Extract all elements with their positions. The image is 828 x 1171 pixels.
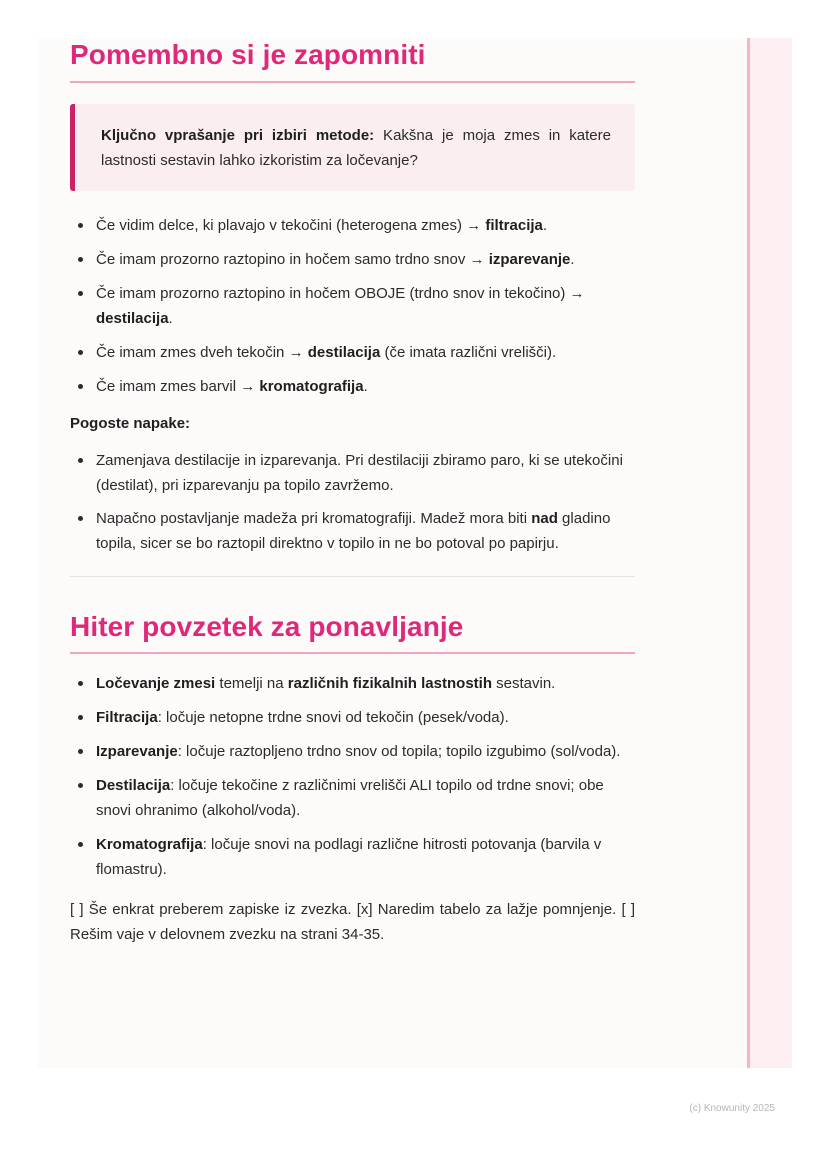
list-item [70,340,635,365]
list-item [70,281,635,331]
item-bold: Izparevanje [96,743,178,761]
list-item [70,374,635,399]
item-bold: kromatografija [259,377,364,395]
callout-text: Kakšna je moja zmes in katere lastnosti sestavin lahko izkoristim za ločevanje? [101,126,611,169]
item-text: . [570,250,575,268]
item-text: Če vidim delce, ki plavajo v tekočini (heterogena zmes) → [96,216,486,234]
item-bold: destilacija [96,309,169,327]
content [70,38,635,947]
list-item [70,448,635,498]
callout-label: Ključno vprašanje pri izbiri metode: [101,126,375,144]
item-text: (če imata različni vrelišči). [380,343,557,361]
list-item [70,773,635,823]
mistakes-list [70,448,635,556]
item-text: : ločuje raztopljeno trdno snov od topila; topilo izgubimo (sol/voda). [177,743,621,761]
item-bold: nad [531,509,558,527]
list-item [70,832,635,882]
item-bold: Ločevanje zmesi [96,675,216,693]
key-question-callout [70,104,635,191]
margin-line [747,38,750,1068]
mistakes-heading: Pogoste napake: [70,414,191,432]
copyright-footer: (c) Knowunity 2025 [689,1103,775,1114]
item-text: : ločuje snovi na podlagi različne hitrosti potovanja (barvila v flomastru). [96,836,602,879]
list-item [70,506,635,556]
item-bold: filtracija [485,216,543,234]
heading-rule [70,81,635,83]
margin-band [748,38,792,1068]
method-choice-list [70,213,635,399]
list-item [70,213,635,238]
item-text: . [363,377,368,395]
item-bold: izparevanje [488,250,571,268]
section-title-important: Pomembno si je zapomniti [70,39,426,70]
item-text: Če imam zmes barvil → [96,377,260,395]
item-text: Napačno postavljanje madeža pri kromatografiji. Madež mora biti [96,509,532,527]
section-title-summary: Hiter povzetek za ponavljanje [70,610,464,642]
item-bold: Destilacija [96,777,171,795]
heading-rule [70,652,635,654]
section-divider [70,576,635,577]
item-bold: Kromatografija [96,836,203,854]
list-item [70,705,635,730]
item-text: Če imam prozorno raztopino in hočem samo trdno snov → [96,250,489,268]
item-bold: različnih fizikalnih lastnostih [287,675,492,693]
list-item [70,671,635,696]
item-text: Zamenjava destilacije in izparevanja. Pri destilaciji zbiramo paro, ki se utekočini (destilat), pri izparevanju pa topilo zavržemo. [96,451,623,494]
item-text: Če imam zmes dveh tekočin → [96,343,308,361]
item-text: gladino topila, sicer se bo raztopil direktno v topilo in ne bo potoval po papirju. [96,509,611,552]
item-text: . [168,309,173,327]
item-text: sestavin. [491,675,556,693]
todo-checklist: [ ] Še enkrat preberem zapiske iz zvezka. [x] Naredim tabelo za lažje pomnjenje. [ ] Rešim vaje v delovnem zvezku na strani 34-35. [70,901,635,944]
list-item [70,739,635,764]
item-text: : ločuje netopne trdne snovi od tekočin (pesek/voda). [157,709,509,727]
list-item [70,247,635,272]
item-bold: Filtracija [96,709,158,727]
item-text: Če imam prozorno raztopino in hočem OBOJE (trdno snov in tekočino) → [96,284,585,302]
item-text: temelji na [215,675,288,693]
summary-list [70,671,635,882]
item-bold: destilacija [307,343,381,361]
item-text: : ločuje tekočine z različnimi vrelišči ALI topilo od trdne snovi; obe snovi ohranimo (alkohol/voda). [96,777,604,820]
item-text: . [542,216,548,234]
